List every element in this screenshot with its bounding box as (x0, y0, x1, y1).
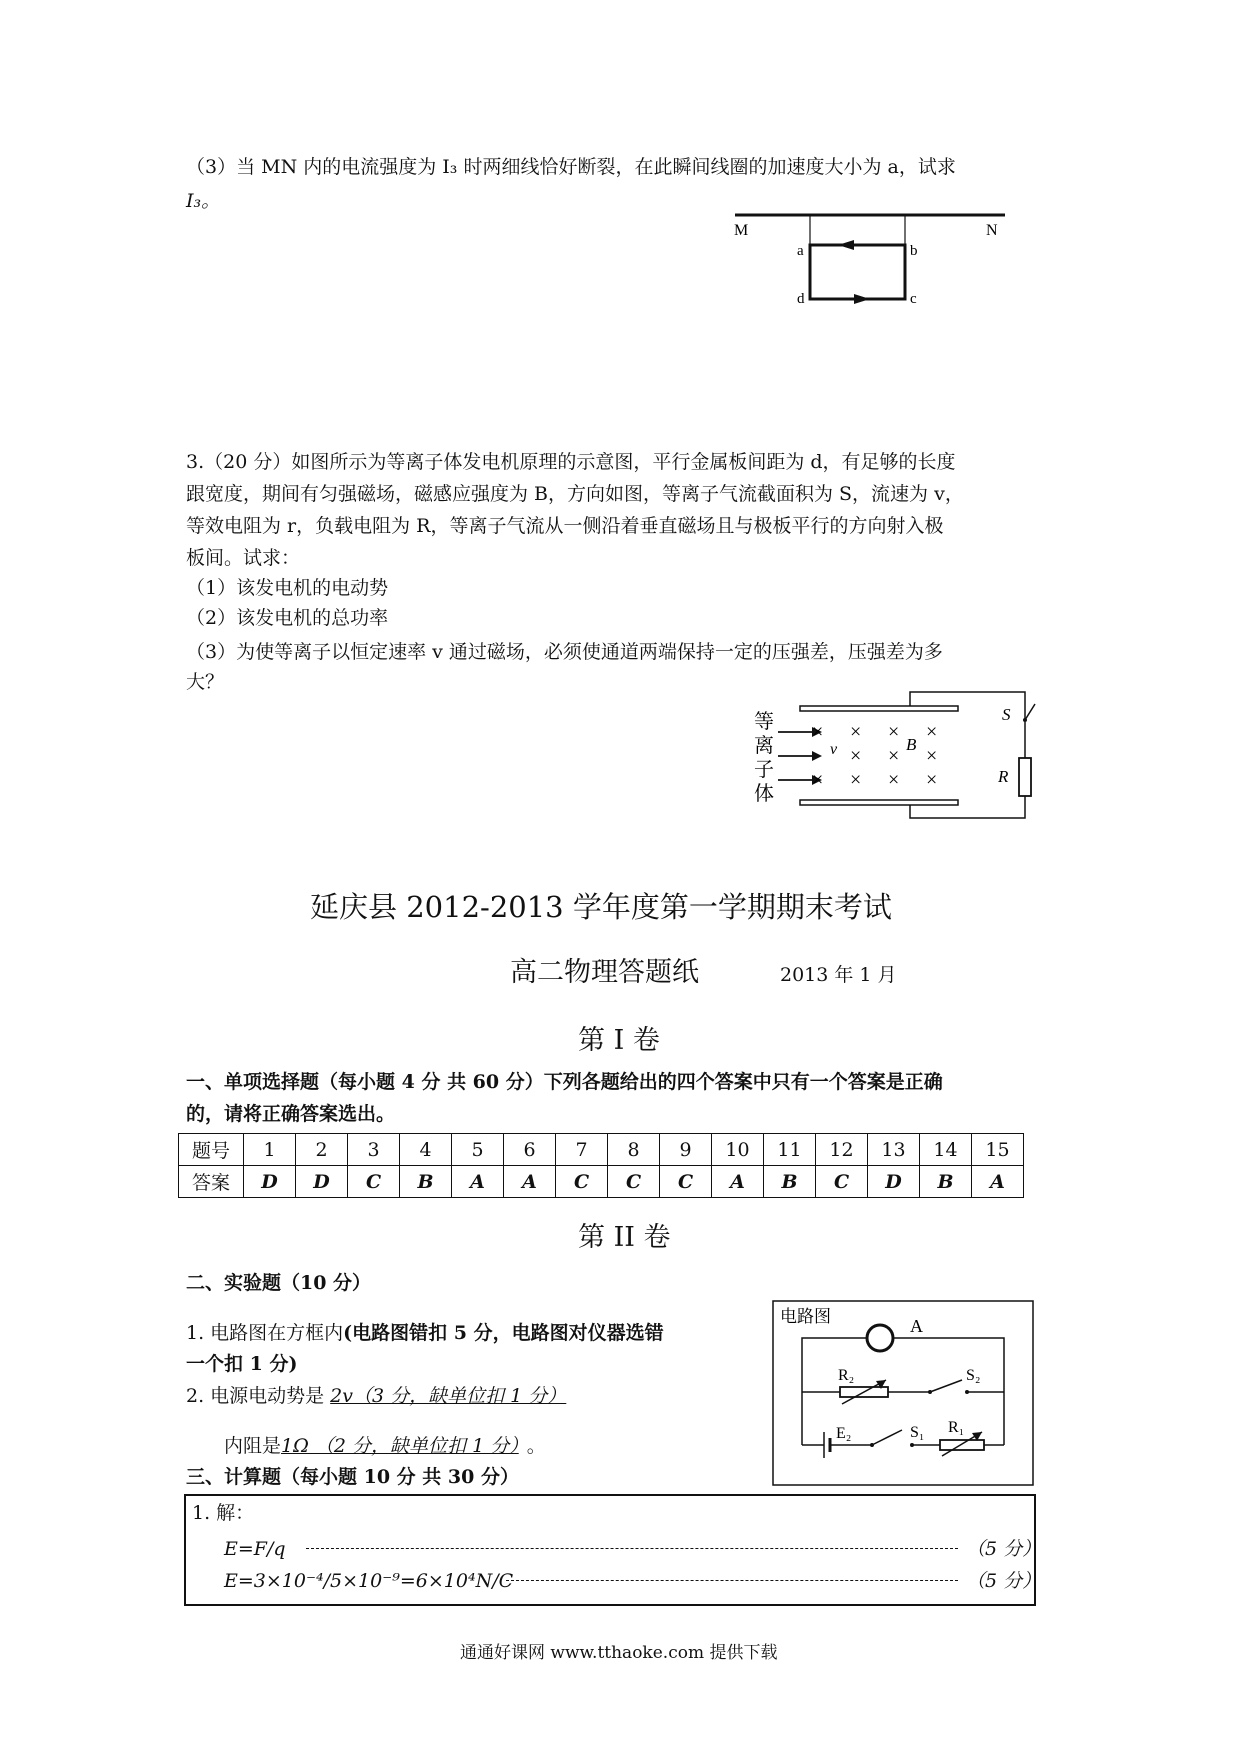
question-number-cell: 6 (504, 1134, 556, 1166)
problem3-line: 板间。试求： (186, 547, 301, 569)
problem3-line: （2）该发电机的总功率 (186, 607, 389, 629)
question-number-cell: 11 (764, 1134, 816, 1166)
label-n: N (986, 222, 998, 239)
section2-item1-note: (电路图错扣 5 分，电路图对仪器选错 (343, 1322, 664, 1344)
label-v: v (830, 741, 838, 758)
section3-heading: 三、计算题（每小题 10 分 共 30 分） (186, 1466, 519, 1488)
field-cross-icon: × (850, 721, 862, 743)
problem3-line: 等效电阻为 r，负载电阻为 R，等离子气流从一侧沿着垂直磁场且与极板平行的方向射入极 (186, 515, 944, 537)
field-cross-icon: × (888, 721, 900, 743)
label-s2: S₂ (966, 1367, 981, 1384)
problem3-line: （3）为使等离子以恒定速率 v 通过磁场，必须使通道两端保持一定的压强差，压强差为多 (186, 641, 943, 663)
answer-cell: C (348, 1166, 400, 1198)
section1-instructions-line2: 的，请将正确答案选出。 (186, 1103, 396, 1125)
question-number-cell: 4 (400, 1134, 452, 1166)
field-cross-icon: × (926, 745, 938, 767)
question-number-cell: 5 (452, 1134, 504, 1166)
flow-arrow-icon (812, 751, 822, 761)
section2-item3: 内阻是1Ω （2 分，缺单位扣 1 分） 。 (224, 1435, 546, 1457)
question-number-cell: 12 (816, 1134, 868, 1166)
label-r1: R₁ (948, 1419, 965, 1436)
plasma-generator-figure (740, 680, 1040, 830)
section2-item3-label: 内阻是 (224, 1435, 282, 1457)
exam-date: 2013 年 1 月 (780, 964, 897, 986)
calc-item-label: 1. 解： (192, 1502, 255, 1524)
switch-s-icon (1025, 704, 1035, 720)
label-b-field: B (906, 735, 917, 754)
question-number-cell: 3 (348, 1134, 400, 1166)
section1-instructions-line1: 一、单项选择题（每小题 4 分 共 60 分）下列各题给出的四个答案中只有一个答案是正确 (186, 1071, 943, 1093)
field-cross-icon: × (850, 769, 862, 791)
page-footer: 通通好课网 www.tthaoke.com 提供下载 (460, 1643, 778, 1663)
label-m: M (734, 222, 749, 239)
label-c: c (910, 291, 917, 307)
row-header-number: 题号 (179, 1134, 244, 1166)
label-d: d (797, 291, 805, 307)
section2-heading: 二、实验题（10 分） (186, 1272, 372, 1294)
table-row-numbers (179, 1134, 1024, 1166)
field-cross-icon: × (926, 769, 938, 791)
calc-eq1: E=F/q (224, 1538, 286, 1560)
calc-eq2-leader (506, 1580, 958, 1581)
volume-2-heading: 第 II 卷 (578, 1222, 671, 1253)
circuit-diagram (772, 1300, 1034, 1486)
label-s1: S₁ (910, 1424, 925, 1441)
answer-cell: C (556, 1166, 608, 1198)
question-number-cell: 10 (712, 1134, 764, 1166)
plasma-char: 体 (754, 783, 774, 805)
answer-cell: B (920, 1166, 972, 1198)
answer-cell: D (296, 1166, 348, 1198)
circuit-frame (773, 1301, 1033, 1485)
q3-part3-line2: I₃。 (186, 190, 221, 212)
problem3-line: 3.（20 分）如图所示为等离子体发电机原理的示意图，平行金属板间距为 d，有足够的长度 (186, 451, 956, 473)
current-arrow-left-icon (838, 240, 854, 250)
section2-item1-note-cont: 一个扣 1 分) (186, 1353, 298, 1375)
calc-eq2: E=3×10⁻⁴/5×10⁻⁹=6×10⁴N/C (224, 1570, 514, 1592)
question-number-cell: 14 (920, 1134, 972, 1166)
question-number-cell: 13 (868, 1134, 920, 1166)
field-cross-icon: × (812, 721, 824, 743)
answer-cell: A (504, 1166, 556, 1198)
question-number-cell: 15 (972, 1134, 1024, 1166)
section2-item2-label: 2. 电源电动势是 (186, 1385, 325, 1407)
field-cross-icon: × (888, 769, 900, 791)
current-arrow-right-icon (854, 294, 870, 304)
problem3-line: （1）该发电机的电动势 (186, 577, 389, 599)
answer-cell: C (660, 1166, 712, 1198)
exam-title: 延庆县 2012-2013 学年度第一学期期末考试 (310, 890, 892, 924)
calc-answer-box (184, 1494, 1042, 1606)
coil-abcd (810, 245, 905, 299)
answer-cell: B (764, 1166, 816, 1198)
label-s: S (1002, 705, 1011, 724)
field-cross-icon: × (926, 721, 938, 743)
q3-part3-line1: （3）当 MN 内的电流强度为 I₃ 时两细线恰好断裂，在此瞬间线圈的加速度大小为 a，试求 (186, 156, 956, 178)
bottom-plate (800, 800, 958, 805)
calc-eq1-score: （5 分） (966, 1538, 1042, 1560)
label-ammeter: A (910, 1316, 923, 1336)
emf-answer: 2v（3 分，缺单位扣 1 分） (330, 1385, 567, 1407)
row-header-answer: 答案 (179, 1166, 244, 1198)
exam-subtitle: 高二物理答题纸 (510, 957, 699, 988)
section2-item2 (186, 1381, 566, 1411)
answer-cell: A (712, 1166, 764, 1198)
field-cross-icon: × (850, 745, 862, 767)
label-r2: R₂ (838, 1367, 855, 1384)
plasma-char: 子 (754, 759, 774, 781)
plasma-char: 离 (754, 735, 774, 757)
field-cross-icon: × (888, 745, 900, 767)
question-number-cell: 9 (660, 1134, 712, 1166)
answer-cell: C (608, 1166, 660, 1198)
rheostat-r1-icon (940, 1440, 984, 1450)
answer-cell: A (972, 1166, 1024, 1198)
answer-cell: D (244, 1166, 296, 1198)
answer-table (178, 1133, 1024, 1198)
top-plate (800, 706, 958, 711)
resistance-answer: 1Ω （2 分，缺单位扣 1 分） (281, 1435, 519, 1457)
volume-1-heading: 第 I 卷 (578, 1025, 660, 1056)
answer-cell: B (400, 1166, 452, 1198)
circuit-title: 电路图 (780, 1307, 831, 1326)
switch-s2-icon (930, 1380, 962, 1392)
field-cross-icon: × (812, 769, 824, 791)
label-b: b (910, 243, 918, 259)
plasma-char: 等 (754, 711, 774, 733)
switch-s1-icon (872, 1430, 902, 1445)
resistor-r-icon (1019, 758, 1031, 796)
calc-eq1-leader (306, 1548, 958, 1549)
table-row-answers (179, 1166, 1024, 1198)
question-number-cell: 1 (244, 1134, 296, 1166)
section2-item1-label: 1. 电路图在方框内 (186, 1322, 344, 1344)
problem3-line: 大？ (186, 671, 225, 693)
answer-cell: C (816, 1166, 868, 1198)
ammeter-icon (867, 1325, 893, 1351)
question-number-cell: 2 (296, 1134, 348, 1166)
question-number-cell: 7 (556, 1134, 608, 1166)
question-number-cell: 8 (608, 1134, 660, 1166)
problem3-text (186, 447, 964, 697)
label-a: a (797, 243, 804, 259)
answer-cell: D (868, 1166, 920, 1198)
label-e2: E₂ (836, 1425, 852, 1442)
calc-eq2-score: （5 分） (966, 1570, 1042, 1592)
label-r: R (998, 767, 1009, 786)
section2-item1 (186, 1318, 664, 1348)
wire-coil-figure (720, 205, 1020, 310)
answer-cell: A (452, 1166, 504, 1198)
problem3-line: 跟宽度，期间有匀强磁场，磁感应强度为 B，方向如图，等离子气流截面积为 S，流速为 v， (186, 483, 964, 505)
